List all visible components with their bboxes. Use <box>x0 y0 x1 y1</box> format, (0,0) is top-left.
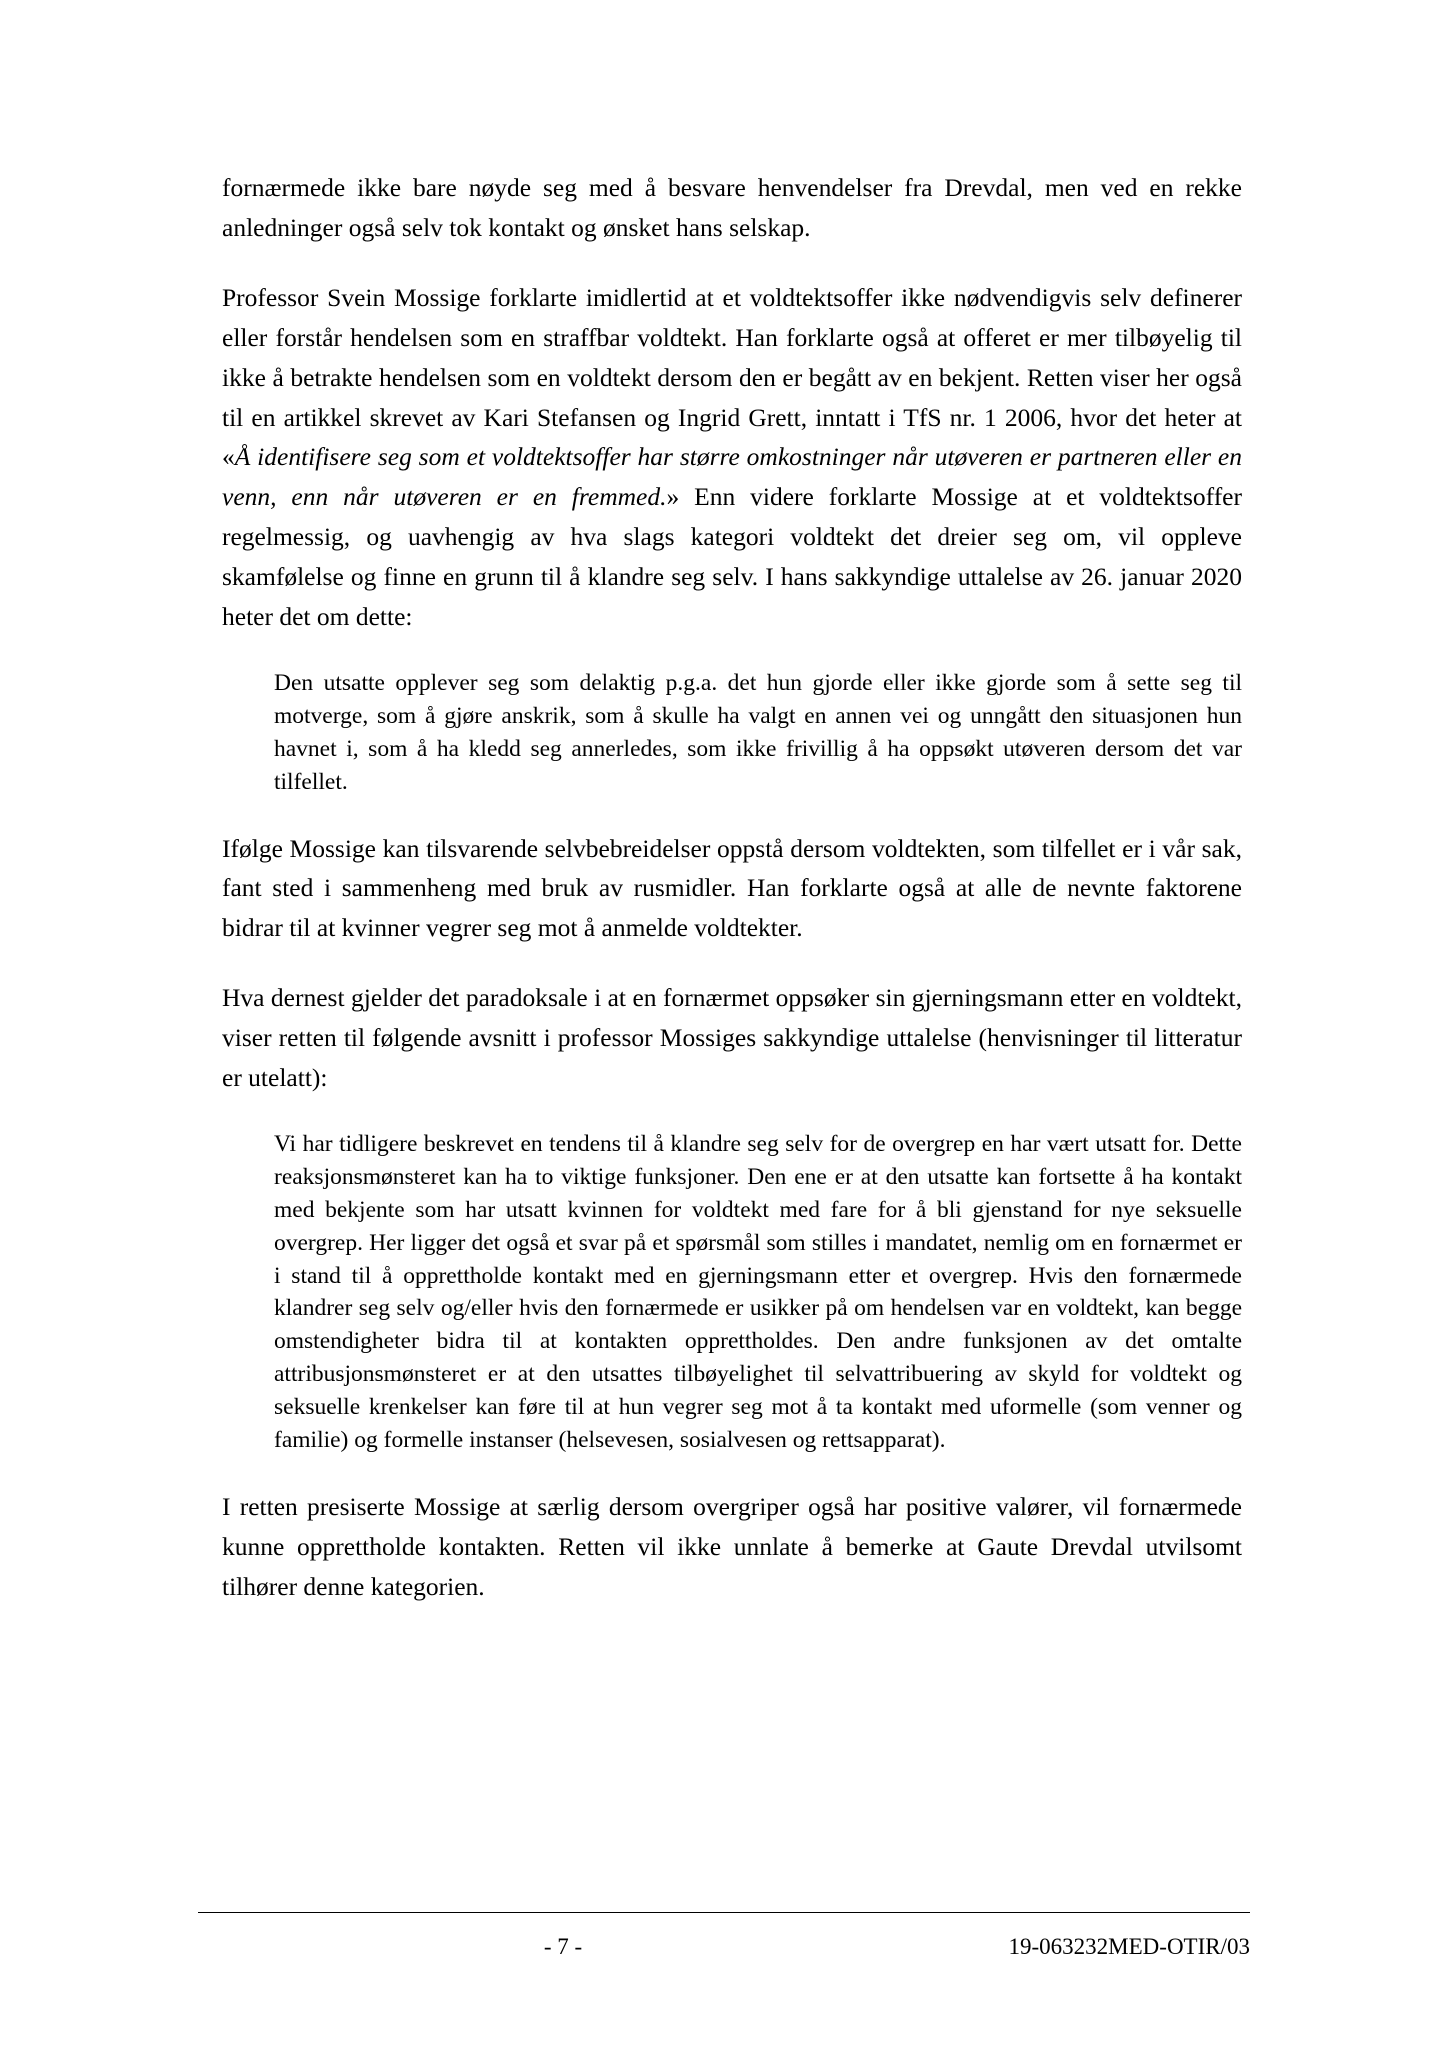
block-quote-2: Vi har tidligere beskrevet en tendens til å klandre seg selv for de overgrep en har vært utsatt for. Dette reaksjonsmønsteret kan ha to viktige funksjoner. Den ene er at den utsatte kan fortsette å ha kontakt med bekjente som har utsatt kvinnen for voldtekt med fare for å bli gjenstand for nye seksuelle overgrep. Her ligger det også et svar på et spørsmål som stilles i mandatet, nemlig om en fornærmet er i stand til å opprettholde kontakt med en gjerningsmann etter et overgrep. Hvis den fornærmede klandrer seg selv og/eller hvis den fornærmede er usikker på om hendelsen var en voldtekt, kan begge omstendigheter bidra til at kontakten opprettholdes. Den andre funksjonen av det omtalte attribusjonsmønsteret er at den utsattes tilbøyelighet til selvattribuering av skyld for voldtekt og seksuelle krenkelser kan føre til at hun vegrer seg mot å ta kontakt med uformelle (som venner og familie) og formelle instanser (helsevesen, sosialvesen og rettsapparat). <box>274 1130 1242 1453</box>
footer-page-number: - 7 - <box>543 1934 583 1959</box>
document-body <box>222 168 1242 1607</box>
footer-case-number: 19-063232MED-OTIR/03 <box>1008 1934 1250 1959</box>
paragraph-2-quote-italic: Å identifisere seg som et voldtektsoffer har større omkostninger når utøveren er partneren eller en venn, enn når utøveren er en fremmed. <box>222 442 1242 512</box>
paragraph-5: I retten presiserte Mossige at særlig dersom overgriper også har positive valører, vil fornærmede kunne opprettholde kontakten. Retten vil ikke unnlate å bemerke at Gaute Drevdal utvilsomt tilhører denne kategorien. <box>222 1491 1242 1601</box>
paragraph-1: fornærmede ikke bare nøyde seg med å besvare henvendelser fra Drevdal, men ved en rekke anledninger også selv tok kontakt og ønsket hans selskap. <box>222 173 1242 242</box>
block-quote-1: Den utsatte opplever seg som delaktig p.g.a. det hun gjorde eller ikke gjorde som å sette seg til motverge, som å gjøre anskrik, som å skulle ha valgt en annen vei og unngått den situasjonen hun havnet i, som å ha kledd seg annerledes, som ikke frivillig å ha oppsøkt utøveren dersom det var tilfellet. <box>274 669 1242 795</box>
paragraph-3: Ifølge Mossige kan tilsvarende selvbebreidelser oppstå dersom voldtekten, som tilfellet er i vår sak, fant sted i sammenheng med bruk av rusmidler. Han forklarte også at alle de nevnte faktorene bidrar til at kvinner vegrer seg mot å anmelde voldtekter. <box>222 833 1242 943</box>
paragraph-2 <box>222 278 1242 637</box>
paragraph-4: Hva dernest gjelder det paradoksale i at en fornærmet oppsøker sin gjerningsmann etter en voldtekt, viser retten til følgende avsnitt i professor Mossiges sakkyndige uttalelse (henvisninger til litteratur er utelatt): <box>222 983 1242 1093</box>
footer-divider <box>198 1912 1250 1913</box>
paragraph-2-part-1: Professor Svein Mossige forklarte imidlertid at et voldtektsoffer ikke nødvendigvis selv definerer eller forstår hendelsen som en straffbar voldtekt. Han forklarte også at offeret er mer tilbøyelig til ikke å betrakte hendelsen som en voldtekt dersom den er begått av en bekjent. Retten viser her også til en artikkel skrevet av Kari Stefansen og Ingrid Grett, inntatt i TfS nr. 1 2006, hvor det heter at « <box>222 282 1242 472</box>
paragraph-2-part-2: » Enn videre forklarte Mossige at et voldtektsoffer regelmessig, og uavhengig av hva slags kategori voldtekt det dreier seg om, vil oppleve skamfølelse og finne en grunn til å klandre seg selv. I hans sakkyndige uttalelse av 26. januar 2020 heter det om dette: <box>222 482 1242 632</box>
